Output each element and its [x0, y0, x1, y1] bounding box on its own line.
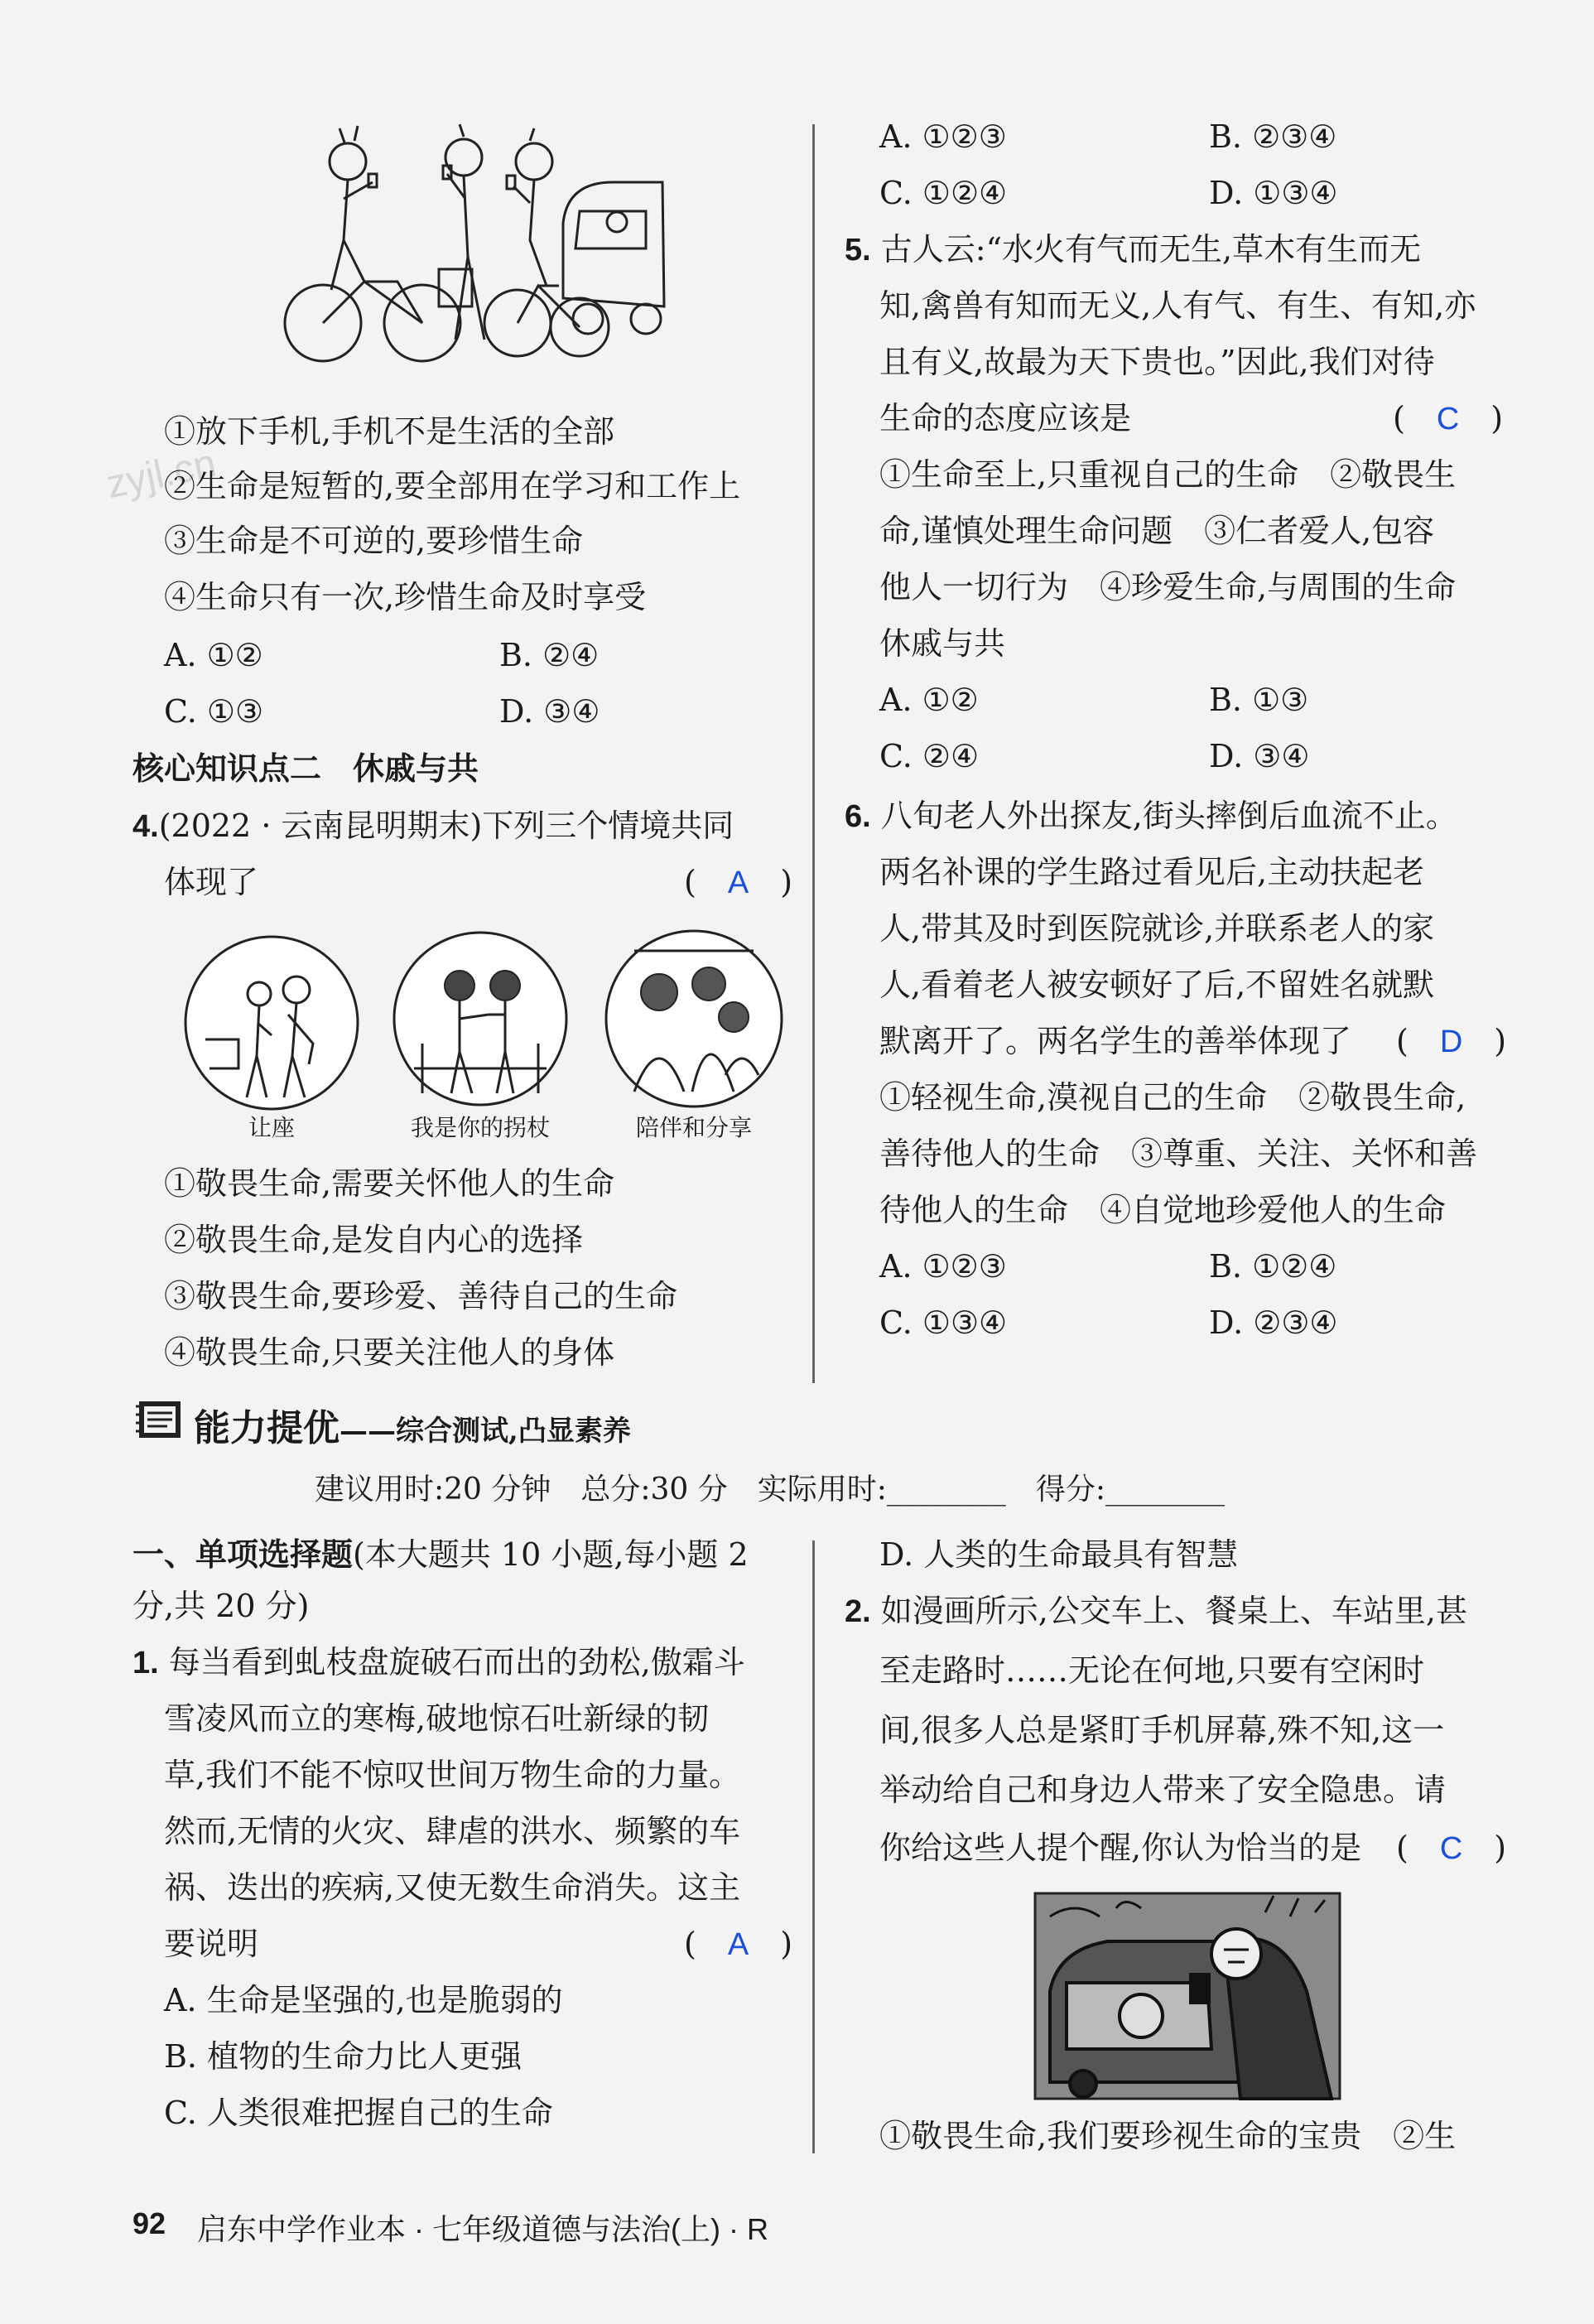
ability-section-title	[194, 1398, 631, 1451]
q6-option-b: B. ①②④	[1209, 1248, 1337, 1285]
core-point-heading: 核心知识点二 休戚与共	[132, 752, 479, 787]
q5-answer: C	[1436, 402, 1460, 436]
q6-line-1	[845, 795, 1457, 837]
q4-answer: A	[727, 865, 749, 900]
b2-answer: C	[1439, 1831, 1463, 1866]
b1-text-4: 然而,无情的火灾、肆虐的洪水、频繁的车	[164, 1813, 741, 1849]
b1-answer-bracket: ( A )	[684, 1926, 793, 1962]
q5-line-1	[845, 229, 1421, 271]
b1-number: 1.	[132, 1646, 159, 1680]
q5-item-3: 他人一切行为 ④珍爱生命,与周围的生命	[879, 569, 1457, 605]
b1-answer: A	[727, 1927, 749, 1962]
q6-text-1: 八旬老人外出探友,街头摔倒后血流不止。	[880, 798, 1457, 834]
b2-text-4: 举动给自己和身边人带来了安全隐患。请	[879, 1772, 1447, 1808]
q6-answer-bracket: ( D )	[1396, 1023, 1507, 1059]
q4-option-d: D. ①③④	[1209, 175, 1338, 211]
b1-text-1: 每当看到虬枝盘旋破石而出的劲松,傲霜斗	[168, 1644, 745, 1680]
q5-answer-bracket: ( C )	[1393, 400, 1504, 436]
b1-option-d: D. 人类的生命最具有智慧	[879, 1536, 1239, 1573]
b1-text-2: 雪凌风而立的寒梅,破地惊石吐新绿的韧	[164, 1700, 710, 1737]
caption-companionship: 陪伴和分享	[635, 1114, 752, 1141]
caption-give-seat: 让座	[248, 1114, 295, 1141]
q6-text-2: 两名补课的学生路过看见后,主动扶起老	[879, 854, 1425, 890]
q5-option-c: C. ②④	[879, 738, 980, 774]
prev-option-c: C. ①③	[164, 693, 264, 730]
b1-option-c: C. 人类很难把握自己的生命	[164, 2095, 553, 2131]
q5-text-3: 且有义,故最为天下贵也。”因此,我们对待	[879, 344, 1435, 380]
b2-text-5: 你给这些人提个醒,你认为恰当的是	[879, 1830, 1362, 1866]
q6-answer: D	[1439, 1025, 1463, 1059]
prev-item-4: ④生命只有一次,珍惜生命及时享受	[164, 579, 647, 615]
ability-subtitle: ——综合测试,凸显素养	[340, 1415, 631, 1448]
q4-text-1: (2022 · 云南昆明期末)下列三个情境共同	[158, 808, 734, 844]
part1-heading: 一、单项选择题	[132, 1538, 354, 1573]
q5-text-4: 生命的态度应该是	[879, 400, 1132, 436]
q4-item-2: ②敬畏生命,是发自内心的选择	[164, 1222, 584, 1258]
part1-heading-rest-1: (本大题共 10 小题,每小题 2	[353, 1536, 749, 1573]
b1-line-1	[132, 1642, 745, 1684]
q6-item-3: 待他人的生命 ④自觉地珍爱他人的生命	[879, 1192, 1447, 1228]
b2-text-3: 间,很多人总是紧盯手机屏幕,殊不知,这一	[879, 1712, 1445, 1748]
illustration-be-your-crutch	[389, 928, 571, 1110]
b2-line-1	[845, 1590, 1467, 1632]
q5-item-4: 休戚与共	[879, 625, 1006, 662]
b1-option-b: B. 植物的生命力比人更强	[164, 2038, 523, 2075]
q6-number: 6.	[845, 799, 871, 834]
prev-option-d: D. ③④	[499, 693, 600, 730]
prev-item-1: ①放下手机,手机不是生活的全部	[164, 413, 615, 450]
q4-option-b: B. ②③④	[1209, 118, 1337, 155]
q4-line-1	[132, 805, 734, 847]
test-meta: 建议用时:20 分钟 总分:30 分 实际用时:________ 得分:________	[315, 1473, 1226, 1507]
q5-text-2: 知,禽兽有知而无义,人有气、有生、有知,亦	[879, 287, 1476, 324]
b2-text-1: 如漫画所示,公交车上、餐桌上、车站里,甚	[880, 1593, 1467, 1629]
b2-answer-bracket: ( C )	[1396, 1830, 1507, 1866]
q5-text-1: 古人云:“水火有气而无生,草木有生而无	[880, 231, 1422, 268]
q6-option-a: A. ①②③	[879, 1248, 1007, 1285]
q4-number: 4.	[132, 809, 159, 844]
b1-text-5: 祸、迭出的疾病,又使无数生命消失。这主	[164, 1869, 741, 1906]
phone-users-cartoon	[282, 124, 671, 373]
q4-item-3: ③敬畏生命,要珍爱、善待自己的生命	[164, 1278, 678, 1314]
q5-item-1: ①生命至上,只重视自己的生命 ②敬畏生	[879, 456, 1457, 493]
book-title: 启东中学作业本 · 七年级道德与法治(上) · R	[197, 2212, 768, 2246]
q4-item-4: ④敬畏生命,只要关注他人的身体	[164, 1334, 615, 1371]
q6-option-d: D. ②③④	[1209, 1304, 1338, 1341]
q5-option-b: B. ①③	[1209, 682, 1309, 718]
part1-heading-line-1	[132, 1534, 749, 1576]
q6-item-1: ①轻视生命,漠视自己的生命 ②敬畏生命,	[879, 1079, 1466, 1116]
q6-option-c: C. ①③④	[879, 1304, 1008, 1341]
column-divider-upper	[812, 124, 815, 1383]
b2-text-2: 至走路时……无论在何地,只要有空闲时	[879, 1652, 1425, 1689]
ability-title: 能力提优	[194, 1407, 340, 1449]
notebook-icon	[134, 1398, 185, 1441]
q5-option-a: A. ①②	[879, 682, 979, 718]
q4-item-1: ①敬畏生命,需要关怀他人的生命	[164, 1165, 615, 1202]
q6-text-4: 人,看着老人被安顿好了后,不留姓名就默	[879, 967, 1435, 1003]
q5-number: 5.	[845, 233, 871, 268]
q6-text-3: 人,带其及时到医院就诊,并联系老人的家	[879, 910, 1435, 947]
q4-option-c: C. ①②④	[879, 175, 1008, 211]
illustration-companionship	[601, 926, 787, 1111]
q4-option-a: A. ①②③	[879, 118, 1007, 155]
column-divider-lower	[812, 1540, 815, 2153]
part1-heading-rest-2: 分,共 20 分)	[132, 1588, 310, 1624]
page-number: 92	[132, 2206, 166, 2240]
q4-answer-bracket: ( A )	[684, 864, 793, 900]
q5-item-2: 命,谨慎处理生命问题 ③仁者爱人,包容	[879, 513, 1435, 549]
prev-option-a: A. ①②	[164, 637, 263, 673]
prev-item-3: ③生命是不可逆的,要珍惜生命	[164, 523, 584, 559]
illustration-give-seat	[181, 932, 363, 1114]
watermark: zyjl.cn	[102, 441, 220, 508]
q5-option-d: D. ③④	[1209, 738, 1310, 774]
prev-item-2: ②生命是短暂的,要全部用在学习和工作上	[164, 468, 741, 504]
b1-option-a: A. 生命是坚强的,也是脆弱的	[164, 1982, 563, 2018]
b1-text-3: 草,我们不能不惊叹世间万物生命的力量。	[164, 1757, 741, 1793]
q4-text-2: 体现了	[164, 864, 259, 900]
b2-last-line: ①敬畏生命,我们要珍视生命的宝贵 ②生	[879, 2118, 1457, 2154]
driver-phone-cartoon	[1033, 1892, 1341, 2100]
b1-text-6: 要说明	[164, 1926, 259, 1962]
q6-item-2: 善待他人的生命 ③尊重、关注、关怀和善	[879, 1135, 1478, 1172]
b2-number: 2.	[845, 1594, 871, 1629]
caption-be-your-crutch: 我是你的拐杖	[410, 1114, 550, 1141]
prev-option-b: B. ②④	[499, 637, 600, 673]
q6-text-5: 默离开了。两名学生的善举体现了	[879, 1023, 1352, 1059]
